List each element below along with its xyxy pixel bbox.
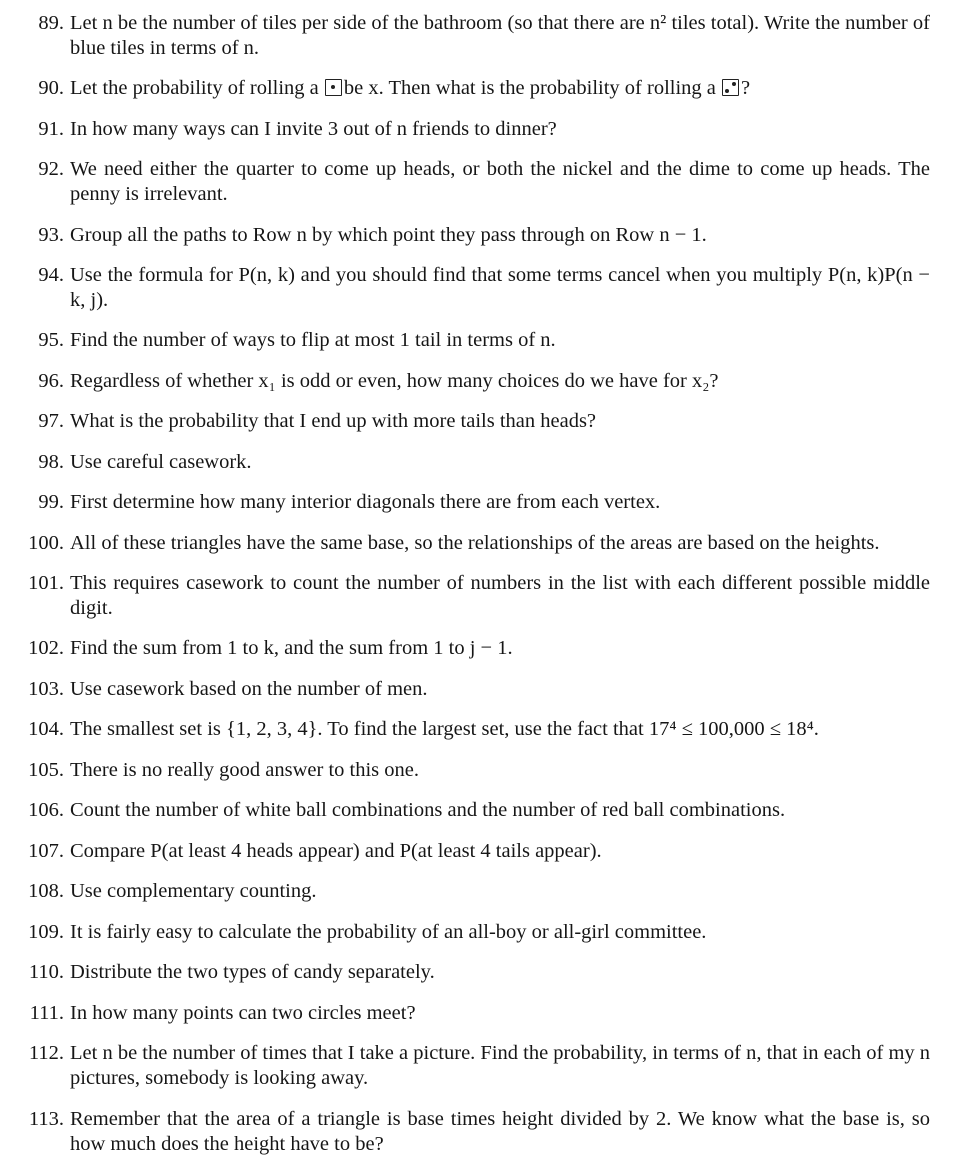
hint-text: Use careful casework. xyxy=(70,451,252,473)
hint-text: What is the probability that I end up with more tails than heads? xyxy=(70,410,597,432)
hint-text: In how many ways can I invite 3 out of n friends to dinner? xyxy=(70,118,557,140)
hint-number: 100. xyxy=(28,532,64,554)
hint-number: 108. xyxy=(28,880,64,902)
hint-text: Distribute the two types of candy separately. xyxy=(70,961,435,983)
hint-number: 104. xyxy=(28,718,64,740)
hint-text: Remember that the area of a triangle is base times height divided by 2. We know what the base is, so how much does the height have to be? xyxy=(70,1108,930,1155)
hint-text: Let the probability of rolling a be x. Then what is the probability of rolling a ? xyxy=(70,77,751,99)
hint-number: 97. xyxy=(38,410,64,432)
die-two-icon xyxy=(722,79,739,96)
hint-number: 113. xyxy=(28,1108,64,1130)
hint-text: The smallest set is {1, 2, 3, 4}. To find the largest set, use the fact that 17⁴ ≤ 100,000 ≤ 18⁴. xyxy=(70,718,819,740)
hint-text: Find the sum from 1 to k, and the sum from 1 to j − 1. xyxy=(70,637,513,659)
hint-number: 107. xyxy=(28,840,64,862)
hint-text: Use the formula for P(n, k) and you should find that some terms cancel when you multiply P(n, k)P(n − k, j). xyxy=(70,264,930,311)
hint-number: 110. xyxy=(28,961,64,983)
hint-number: 105. xyxy=(28,759,64,781)
hint-text: Let n be the number of times that I take a picture. Find the probability, in terms of n, that in each of my n pictures, somebody is looking away. xyxy=(70,1042,931,1089)
die-one-icon xyxy=(325,79,342,96)
hint-text: Regardless of whether x₁ is odd or even, how many choices do we have for x₂? xyxy=(70,370,719,392)
hint-text: This requires casework to count the number of numbers in the list with each different possible middle digit. xyxy=(70,572,930,619)
hint-text: Use casework based on the number of men. xyxy=(70,678,428,700)
hint-text: Let n be the number of tiles per side of the bathroom (so that there are n² tiles total). Write the number of blue tiles in terms of n. xyxy=(70,12,930,59)
hint-number: 89. xyxy=(38,12,64,34)
hint-number: 93. xyxy=(38,224,64,246)
hint-text: Count the number of white ball combinations and the number of red ball combinations. xyxy=(70,799,786,821)
hint-text: It is fairly easy to calculate the probability of an all-boy or all-girl committee. xyxy=(70,921,707,943)
hint-number: 99. xyxy=(38,491,64,513)
hint-number: 92. xyxy=(38,158,64,180)
hint-number: 112. xyxy=(28,1042,64,1064)
hint-number: 91. xyxy=(38,118,64,140)
hint-number: 94. xyxy=(38,264,64,286)
hint-number: 109. xyxy=(28,921,64,943)
hint-number: 106. xyxy=(28,799,64,821)
hint-text: Group all the paths to Row n by which point they pass through on Row n − 1. xyxy=(70,224,707,246)
hint-number: 101. xyxy=(28,572,64,594)
hint-text: Compare P(at least 4 heads appear) and P(at least 4 tails appear). xyxy=(70,840,602,862)
hint-text: In how many points can two circles meet? xyxy=(70,1002,416,1024)
hint-number: 103. xyxy=(28,678,64,700)
hint-text: Use complementary counting. xyxy=(70,880,317,902)
hint-text: All of these triangles have the same base, so the relationships of the areas are based on the heights. xyxy=(70,532,880,554)
hint-number: 95. xyxy=(38,329,64,351)
hint-number: 96. xyxy=(38,370,64,392)
hint-text: We need either the quarter to come up heads, or both the nickel and the dime to come up heads. The penny is irrelevant. xyxy=(70,158,930,205)
hint-text: First determine how many interior diagonals there are from each vertex. xyxy=(70,491,661,513)
hint-text: There is no really good answer to this one. xyxy=(70,759,419,781)
hint-number: 98. xyxy=(38,451,64,473)
hint-number: 90. xyxy=(38,77,64,99)
hint-number: 111. xyxy=(29,1002,64,1024)
hint-text: Find the number of ways to flip at most 1 tail in terms of n. xyxy=(70,329,556,351)
hint-number: 102. xyxy=(28,637,64,659)
